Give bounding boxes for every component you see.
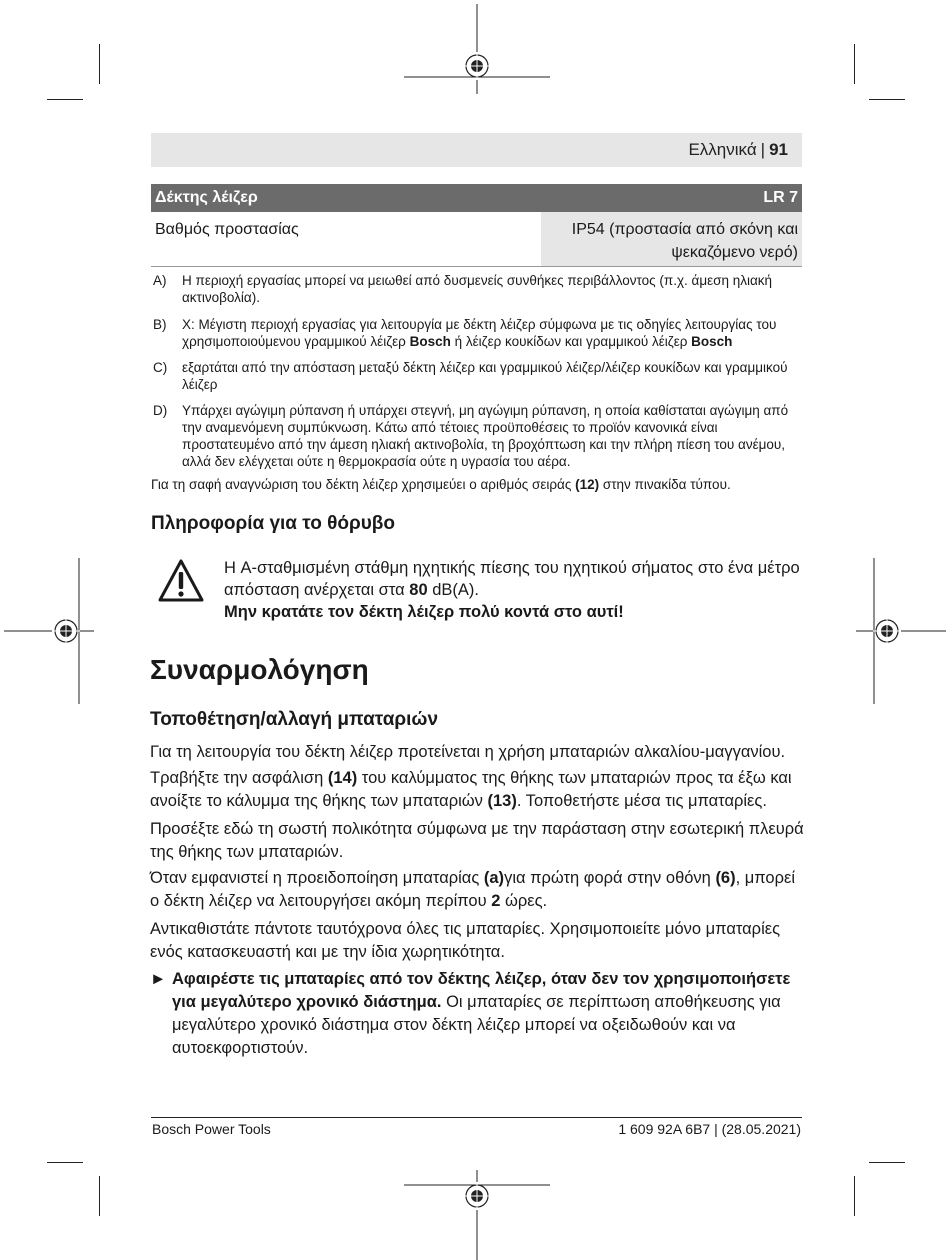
p2-a: Τραβήξτε την ασφάλιση — [150, 769, 328, 787]
battery-heading: Τοποθέτηση/αλλαγή μπαταριών — [150, 709, 439, 730]
footnote-b-brand1: Bosch — [409, 334, 451, 349]
spec-table-header — [151, 184, 802, 212]
footer-right: 1 609 92A 6B7 | (28.05.2021) — [618, 1121, 801, 1137]
assembly-paragraph-3: Προσέξτε εδώ τη σωστή πολικότητα σύμφωνα με την παράσταση στην εσωτερική πλευρά της θήκης των μπαταριών. — [150, 820, 804, 861]
assembly-paragraph-2 — [150, 767, 805, 813]
bullet-rest: Οι μπαταρίες σε περίπτωση αποθήκευσης για μεγαλύτερο χρονικό διάστημα στον δέκτη λέιζερ μπορεί να οξειδωθούν και να αυτοεκφορτιστούν. — [172, 993, 781, 1057]
footnote-b-text-pre: X: Μέγιστη περιοχή εργασίας για λειτουργία με δέκτη λέιζερ σύμφωνα με τις οδηγίες λειτουργίας του χρησιμοποιούμενου γραμμικού λέιζερ — [182, 317, 777, 349]
noise-heading: Πληροφορία για το θόρυβο — [151, 513, 395, 534]
crop-mark — [99, 44, 100, 84]
page-number: 91 — [769, 140, 788, 159]
footnote-a — [153, 272, 798, 306]
footer-divider — [151, 1117, 802, 1118]
p4-b: για πρώτη φορά στην οθόνη — [504, 869, 716, 887]
serial-note-number: (12) — [575, 477, 600, 492]
p4-d: ώρες. — [500, 892, 548, 910]
noise-paragraph — [224, 557, 804, 623]
crop-mark — [869, 99, 905, 100]
serial-note-post: στην πινακίδα τύπου. — [599, 477, 731, 492]
bullet-arrow-icon: ► — [150, 970, 167, 988]
noise-unit: dB(A). — [427, 581, 479, 599]
warning-triangle-icon — [157, 558, 205, 604]
noise-line: Η A-σταθμισμένη στάθμη ηχητικής πίεσης του ηχητικού σήματος στο ένα μέτρο απόσταση ανέρχεται στα — [224, 559, 800, 599]
p2-n2: (13) — [487, 792, 517, 810]
p2-n1: (14) — [327, 769, 358, 787]
table-row-value-line2: ψεκαζόμενο νερό) — [671, 244, 798, 261]
crop-mark — [47, 1162, 83, 1163]
table-row — [151, 212, 802, 267]
table-row-value — [541, 212, 802, 266]
footnote-label: C) — [153, 360, 168, 375]
footnote-text: Η περιοχή εργασίας μπορεί να μειωθεί από δυσμενείς συνθήκες περιβάλλοντος (π.χ. άμεση ηλιακή ακτινοβολία). — [182, 273, 773, 305]
footnote-label: B) — [153, 317, 167, 332]
noise-value: 80 — [409, 581, 428, 599]
header-language: Ελληνικά — [688, 140, 757, 159]
p4-c: , μπορεί ο δέκτη λέιζερ να λειτουργήσει ακόμη περίπου — [150, 869, 796, 910]
registration-mark-left — [4, 558, 94, 704]
crop-mark — [99, 1176, 100, 1216]
crop-mark — [854, 44, 855, 84]
noise-warning: Μην κρατάτε τον δέκτη λέιζερ πολύ κοντά στο αυτί! — [224, 603, 624, 621]
table-header-right: LR 7 — [763, 189, 798, 206]
registration-mark-bottom — [404, 1170, 550, 1260]
footnote-d — [153, 402, 798, 470]
header-separator: | — [760, 140, 766, 159]
footnote-b-brand2: Bosch — [691, 334, 733, 349]
p2-c: . Τοποθετήστε μέσα τις μπαταρίες. — [516, 792, 767, 810]
assembly-paragraph-5: Αντικαθιστάτε πάντοτε ταυτόχρονα όλες τις μπαταρίες. Χρησιμοποιείτε μόνο μπαταρίες ενός κατασκευαστή και με την ίδια χωρητικότητα. — [150, 920, 781, 961]
page-header — [151, 133, 802, 167]
p2-b: του καλύμματος της θήκης των μπαταριών προς τα έξω και ανοίξτε το κάλυμμα της θήκης των μπαταριών — [150, 769, 792, 810]
footnote-c — [153, 359, 798, 393]
assembly-heading: Συναρμολόγηση — [150, 654, 369, 685]
table-header-left: Δέκτης λέιζερ — [155, 189, 258, 206]
footnote-b — [153, 316, 798, 350]
p4-a: Όταν εμφανιστεί η προειδοποίηση μπαταρίας — [150, 869, 484, 887]
serial-note-pre: Για τη σαφή αναγνώριση του δέκτη λέιζερ χρησιμεύει ο αριθμός σειράς — [151, 477, 576, 492]
bullet-bold: Αφαιρέστε τις μπαταρίες από τον δέκτης λέιζερ, όταν δεν τον χρησιμοποιήσετε για μεγαλύτερο χρονικό διάστημα. — [172, 970, 791, 1011]
footnote-label: D) — [153, 403, 168, 418]
bullet-text — [172, 968, 805, 1060]
table-row-value-line1: IP54 (προστασία από σκόνη και — [571, 221, 798, 238]
page-header-text — [688, 140, 788, 160]
footnote-b-text-mid: ή λέιζερ κουκίδων και γραμμικού λέιζερ — [450, 334, 692, 349]
crop-mark — [47, 99, 83, 100]
crop-mark — [854, 1176, 855, 1216]
crop-mark — [869, 1162, 905, 1163]
footnote-label: A) — [153, 273, 167, 288]
p4-n2: (6) — [715, 869, 736, 887]
assembly-paragraph-4 — [150, 867, 805, 913]
footnote-text: εξαρτάται από την απόσταση μεταξύ δέκτη λέιζερ και γραμμικού λέιζερ/λέιζερ κουκίδων και γραμμικού λέιζερ — [182, 360, 788, 392]
registration-mark-top — [404, 4, 550, 94]
p4-n1: (a) — [483, 869, 505, 887]
table-row-label: Βαθμός προστασίας — [155, 221, 299, 238]
footnote-text — [182, 316, 798, 350]
p4-n3: 2 — [491, 892, 501, 910]
battery-bullet — [150, 968, 805, 1060]
registration-mark-right — [856, 558, 946, 704]
assembly-paragraph-1: Για τη λειτουργία του δέκτη λέιζερ προτείνεται η χρήση μπαταριών αλκαλίου-μαγγανίου. — [150, 743, 786, 761]
serial-note — [151, 477, 731, 492]
footnote-text: Υπάρχει αγώγιμη ρύπανση ή υπάρχει στεγνή, μη αγώγιμη ρύπανση, η οποία καθίσταται αγώγιμη από την αναμενόμενη συμπύκνωση. Κάτω από τέτοιες προϋποθέσεις το προϊόν κανονικά είναι προστατευμένο από την άμεση ηλιακή ακτινοβολία, τη βροχόπτωση και την πλήρη πίεση του ανέμου, αλλά δεν ελέγχεται ούτε η θερμοκρασία ούτε η υγρασία του αέρα. — [182, 403, 789, 469]
footer-left: Bosch Power Tools — [152, 1121, 271, 1137]
